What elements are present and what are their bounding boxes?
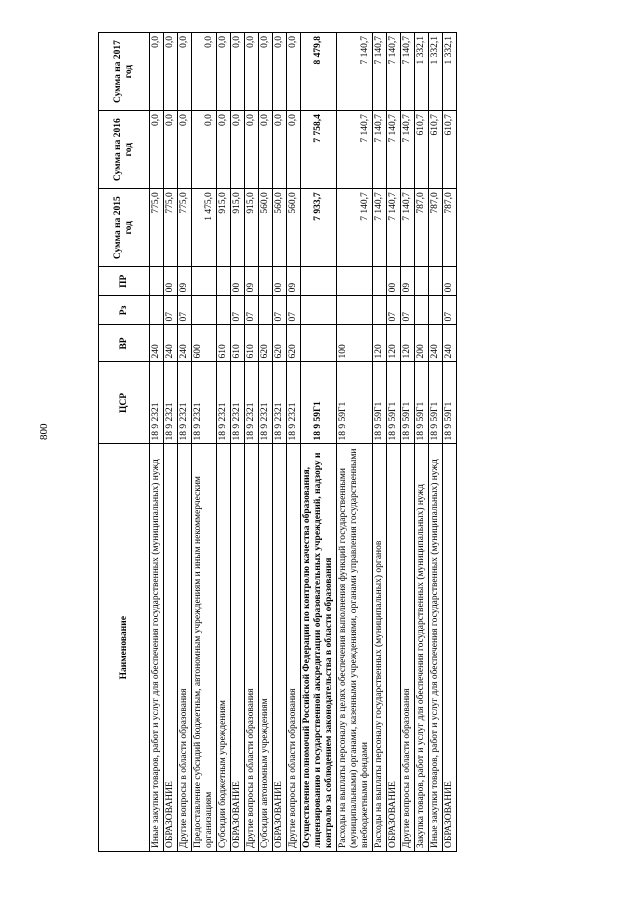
header-sum-2017: Сумма на 2017 год bbox=[99, 33, 150, 111]
cell-sum-2016: 0,0 bbox=[245, 111, 259, 189]
table-row bbox=[301, 33, 337, 852]
header-sum-2015: Сумма на 2015 год bbox=[99, 189, 150, 267]
header-vr: ВР bbox=[99, 325, 150, 362]
cell-name: Иные закупки товаров, работ и услуг для обеспечения государственных (муниципальных) нужд bbox=[150, 444, 164, 852]
cell-sum-2016: 7 758,4 bbox=[301, 111, 337, 189]
cell-pr bbox=[259, 267, 273, 296]
cell-csr: 18 9 59Г1 bbox=[373, 362, 387, 444]
cell-sum-2017: 1 332,1 bbox=[429, 33, 443, 111]
cell-name: Другие вопросы в области образования bbox=[401, 444, 415, 852]
cell-sum-2015: 560,0 bbox=[259, 189, 273, 267]
cell-name: Другие вопросы в области образования bbox=[178, 444, 192, 852]
cell-name: Осуществление полномочий Российской Федерации по контролю качества образования, лицензированию и государственной аккредитации образовательных учреждений, надзору и контролю за соблюдением законодательства в области образования bbox=[301, 444, 337, 852]
cell-sum-2017: 0,0 bbox=[178, 33, 192, 111]
cell-pr bbox=[337, 267, 373, 296]
cell-pr: 09 bbox=[401, 267, 415, 296]
cell-name: ОБРАЗОВАНИЕ bbox=[231, 444, 245, 852]
cell-sum-2016: 7 140,7 bbox=[373, 111, 387, 189]
cell-pr bbox=[429, 267, 443, 296]
table-row bbox=[337, 33, 373, 852]
cell-sum-2015: 775,0 bbox=[178, 189, 192, 267]
cell-sum-2017: 0,0 bbox=[217, 33, 231, 111]
cell-rz: 07 bbox=[231, 296, 245, 325]
cell-sum-2015: 560,0 bbox=[273, 189, 287, 267]
cell-vr: 200 bbox=[415, 325, 429, 362]
cell-name: Иные закупки товаров, работ и услуг для обеспечения государственных (муниципальных) нужд bbox=[429, 444, 443, 852]
cell-sum-2016: 0,0 bbox=[231, 111, 245, 189]
cell-pr bbox=[192, 267, 217, 296]
cell-pr: 00 bbox=[164, 267, 178, 296]
cell-sum-2015: 7 933,7 bbox=[301, 189, 337, 267]
table-header-row bbox=[99, 33, 150, 852]
header-csr: ЦСР bbox=[99, 362, 150, 444]
cell-rz bbox=[429, 296, 443, 325]
cell-csr: 18 9 2321 bbox=[273, 362, 287, 444]
cell-name: Другие вопросы в области образования bbox=[287, 444, 301, 852]
table-body bbox=[150, 33, 457, 852]
table-row bbox=[287, 33, 301, 852]
cell-name: Субсидии автономным учреждениям bbox=[259, 444, 273, 852]
cell-sum-2016: 610,7 bbox=[443, 111, 457, 189]
cell-sum-2015: 787,0 bbox=[415, 189, 429, 267]
cell-csr: 18 9 59Г1 bbox=[301, 362, 337, 444]
cell-pr: 00 bbox=[273, 267, 287, 296]
cell-rz: 07 bbox=[164, 296, 178, 325]
cell-pr: 00 bbox=[443, 267, 457, 296]
cell-sum-2015: 7 140,7 bbox=[337, 189, 373, 267]
cell-sum-2017: 0,0 bbox=[287, 33, 301, 111]
cell-pr: 00 bbox=[387, 267, 401, 296]
cell-sum-2017: 7 140,7 bbox=[387, 33, 401, 111]
cell-rz bbox=[373, 296, 387, 325]
budget-table-container bbox=[98, 32, 566, 852]
cell-sum-2016: 610,7 bbox=[429, 111, 443, 189]
cell-sum-2017: 0,0 bbox=[259, 33, 273, 111]
table-row bbox=[231, 33, 245, 852]
cell-vr: 610 bbox=[245, 325, 259, 362]
cell-sum-2015: 7 140,7 bbox=[387, 189, 401, 267]
table-row bbox=[429, 33, 443, 852]
cell-sum-2016: 0,0 bbox=[217, 111, 231, 189]
cell-sum-2017: 7 140,7 bbox=[401, 33, 415, 111]
cell-sum-2017: 0,0 bbox=[231, 33, 245, 111]
header-rz: Рз bbox=[99, 296, 150, 325]
cell-name: Расходы на выплаты персоналу государственных (муниципальных) органов bbox=[373, 444, 387, 852]
cell-sum-2016: 7 140,7 bbox=[337, 111, 373, 189]
cell-rz bbox=[150, 296, 164, 325]
table-row bbox=[443, 33, 457, 852]
cell-sum-2016: 610,7 bbox=[415, 111, 429, 189]
cell-sum-2017: 7 140,7 bbox=[373, 33, 387, 111]
cell-pr: 09 bbox=[178, 267, 192, 296]
cell-sum-2015: 915,0 bbox=[217, 189, 231, 267]
cell-sum-2017: 7 140,7 bbox=[337, 33, 373, 111]
cell-pr bbox=[150, 267, 164, 296]
table-row bbox=[415, 33, 429, 852]
cell-sum-2017: 0,0 bbox=[245, 33, 259, 111]
cell-sum-2016: 0,0 bbox=[273, 111, 287, 189]
cell-sum-2017: 1 332,1 bbox=[415, 33, 429, 111]
cell-csr: 18 9 59Г1 bbox=[337, 362, 373, 444]
header-sum-2016: Сумма на 2016 год bbox=[99, 111, 150, 189]
cell-csr: 18 9 59Г1 bbox=[443, 362, 457, 444]
cell-pr: 09 bbox=[245, 267, 259, 296]
cell-pr bbox=[415, 267, 429, 296]
cell-sum-2017: 1 332,1 bbox=[443, 33, 457, 111]
cell-sum-2015: 915,0 bbox=[245, 189, 259, 267]
cell-sum-2015: 560,0 bbox=[287, 189, 301, 267]
cell-csr: 18 9 2321 bbox=[164, 362, 178, 444]
cell-sum-2017: 0,0 bbox=[150, 33, 164, 111]
cell-name: ОБРАЗОВАНИЕ bbox=[164, 444, 178, 852]
header-pr: ПР bbox=[99, 267, 150, 296]
cell-sum-2016: 0,0 bbox=[150, 111, 164, 189]
table-row bbox=[401, 33, 415, 852]
cell-sum-2016: 0,0 bbox=[259, 111, 273, 189]
cell-sum-2017: 8 479,8 bbox=[301, 33, 337, 111]
page-number: 800 bbox=[38, 423, 50, 440]
cell-csr: 18 9 59Г1 bbox=[429, 362, 443, 444]
cell-rz: 07 bbox=[387, 296, 401, 325]
table-row bbox=[192, 33, 217, 852]
cell-name: Другие вопросы в области образования bbox=[245, 444, 259, 852]
cell-pr: 00 bbox=[231, 267, 245, 296]
cell-pr bbox=[301, 267, 337, 296]
cell-csr: 18 9 2321 bbox=[259, 362, 273, 444]
header-name: Наименование bbox=[99, 444, 150, 852]
cell-name: Субсидии бюджетным учреждениям bbox=[217, 444, 231, 852]
cell-rz bbox=[337, 296, 373, 325]
cell-rz bbox=[259, 296, 273, 325]
cell-vr: 620 bbox=[259, 325, 273, 362]
cell-vr: 100 bbox=[337, 325, 373, 362]
cell-csr: 18 9 59Г1 bbox=[387, 362, 401, 444]
cell-vr: 240 bbox=[178, 325, 192, 362]
cell-vr: 240 bbox=[150, 325, 164, 362]
cell-sum-2015: 1 475,0 bbox=[192, 189, 217, 267]
cell-csr: 18 9 59Г1 bbox=[401, 362, 415, 444]
cell-vr: 240 bbox=[164, 325, 178, 362]
cell-vr: 600 bbox=[192, 325, 217, 362]
cell-vr: 240 bbox=[443, 325, 457, 362]
cell-sum-2017: 0,0 bbox=[164, 33, 178, 111]
cell-rz bbox=[217, 296, 231, 325]
cell-rz bbox=[301, 296, 337, 325]
cell-rz: 07 bbox=[287, 296, 301, 325]
cell-name: ОБРАЗОВАНИЕ bbox=[387, 444, 401, 852]
table-row bbox=[164, 33, 178, 852]
cell-sum-2017: 0,0 bbox=[192, 33, 217, 111]
cell-csr: 18 9 2321 bbox=[178, 362, 192, 444]
cell-name: ОБРАЗОВАНИЕ bbox=[273, 444, 287, 852]
cell-csr: 18 9 2321 bbox=[150, 362, 164, 444]
table-row bbox=[259, 33, 273, 852]
cell-csr: 18 9 2321 bbox=[217, 362, 231, 444]
cell-name: Расходы на выплаты персоналу в целях обеспечения выполнения функций государственными (муниципальными) органами, казенными учреждениями, органами управления государственными внебюджетными фондами bbox=[337, 444, 373, 852]
cell-rz: 07 bbox=[178, 296, 192, 325]
cell-vr: 610 bbox=[231, 325, 245, 362]
cell-vr: 120 bbox=[387, 325, 401, 362]
cell-pr bbox=[217, 267, 231, 296]
cell-rz bbox=[192, 296, 217, 325]
cell-rz: 07 bbox=[245, 296, 259, 325]
cell-rz: 07 bbox=[401, 296, 415, 325]
cell-pr: 09 bbox=[287, 267, 301, 296]
table-row bbox=[245, 33, 259, 852]
cell-sum-2015: 7 140,7 bbox=[401, 189, 415, 267]
cell-sum-2016: 7 140,7 bbox=[387, 111, 401, 189]
table-row bbox=[373, 33, 387, 852]
cell-csr: 18 9 2321 bbox=[192, 362, 217, 444]
table-row bbox=[273, 33, 287, 852]
cell-vr: 620 bbox=[273, 325, 287, 362]
budget-table bbox=[98, 32, 457, 852]
cell-sum-2016: 0,0 bbox=[192, 111, 217, 189]
cell-sum-2015: 7 140,7 bbox=[373, 189, 387, 267]
cell-sum-2015: 915,0 bbox=[231, 189, 245, 267]
cell-csr: 18 9 2321 bbox=[287, 362, 301, 444]
cell-csr: 18 9 2321 bbox=[245, 362, 259, 444]
cell-sum-2016: 0,0 bbox=[164, 111, 178, 189]
table-row bbox=[387, 33, 401, 852]
cell-sum-2015: 787,0 bbox=[429, 189, 443, 267]
cell-csr: 18 9 59Г1 bbox=[415, 362, 429, 444]
cell-vr bbox=[301, 325, 337, 362]
table-row bbox=[217, 33, 231, 852]
cell-sum-2016: 7 140,7 bbox=[401, 111, 415, 189]
cell-sum-2015: 775,0 bbox=[164, 189, 178, 267]
cell-sum-2016: 0,0 bbox=[178, 111, 192, 189]
table-row bbox=[150, 33, 164, 852]
cell-vr: 120 bbox=[401, 325, 415, 362]
cell-sum-2016: 0,0 bbox=[287, 111, 301, 189]
cell-rz bbox=[415, 296, 429, 325]
cell-vr: 120 bbox=[373, 325, 387, 362]
cell-vr: 620 bbox=[287, 325, 301, 362]
cell-name: ОБРАЗОВАНИЕ bbox=[443, 444, 457, 852]
cell-name: Предоставление субсидий бюджетным, автономным учреждениям и иным некоммерческим организациям bbox=[192, 444, 217, 852]
cell-pr bbox=[373, 267, 387, 296]
cell-rz: 07 bbox=[443, 296, 457, 325]
cell-rz: 07 bbox=[273, 296, 287, 325]
cell-sum-2015: 787,0 bbox=[443, 189, 457, 267]
cell-name: Закупка товаров, работ и услуг для обеспечения государственных (муниципальных) нужд bbox=[415, 444, 429, 852]
table-row bbox=[178, 33, 192, 852]
cell-csr: 18 9 2321 bbox=[231, 362, 245, 444]
cell-vr: 610 bbox=[217, 325, 231, 362]
cell-sum-2017: 0,0 bbox=[273, 33, 287, 111]
cell-sum-2015: 775,0 bbox=[150, 189, 164, 267]
cell-vr: 240 bbox=[429, 325, 443, 362]
